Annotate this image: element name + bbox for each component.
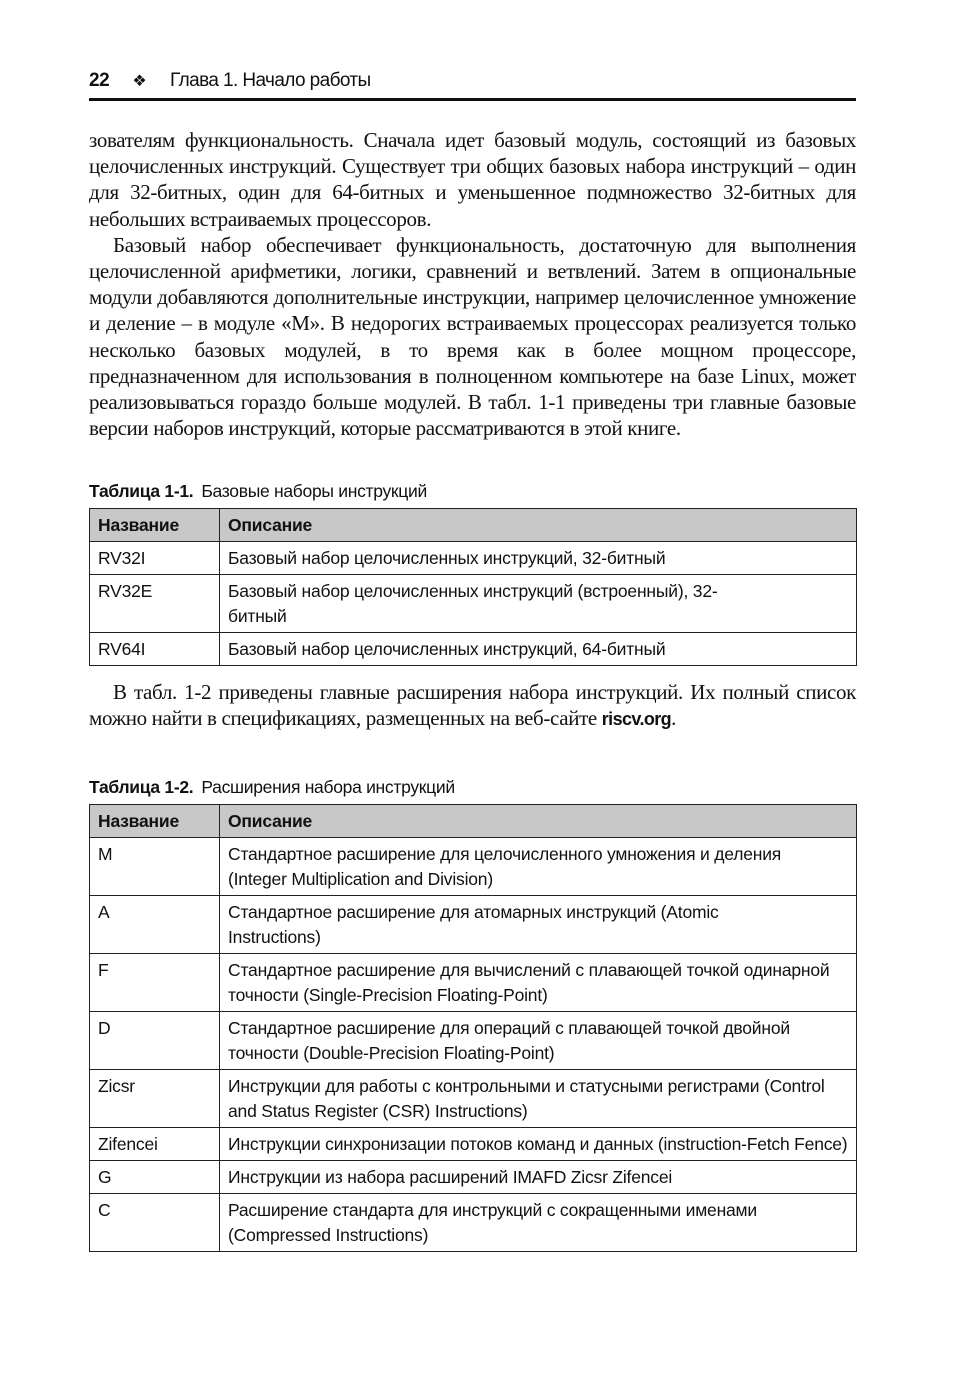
- cell-description: Стандартное расширение для вычислений с плавающей точкой одинарной точности (Single-Precision Floating-Point): [220, 954, 857, 1012]
- cell-description: Инструкции из набора расширений IMAFD Zicsr Zifencei: [220, 1161, 857, 1194]
- paragraph-3-end: .: [671, 706, 676, 731]
- cell-description: Стандартное расширение для целочисленного умножения и деления (Integer Multiplication and Division): [220, 838, 857, 896]
- cell-description: Стандартное расширение для операций с плавающей точкой двойной точности (Double-Precision Floating-Point): [220, 1012, 857, 1070]
- paragraph-3: [89, 679, 856, 732]
- table1-caption: [89, 481, 427, 502]
- table-row: [90, 954, 857, 1012]
- cell-name: A: [90, 896, 220, 954]
- cell-name: D: [90, 1012, 220, 1070]
- body-text-top: [89, 127, 856, 441]
- cell-name: G: [90, 1161, 220, 1194]
- ornament-icon: ❖: [132, 73, 147, 90]
- column-header-description: Описание: [220, 805, 857, 838]
- cell-description: Стандартное расширение для атомарных инструкций (Atomic Instructions): [220, 896, 857, 954]
- table-instruction-extensions: [89, 804, 857, 1252]
- table-row: [90, 838, 857, 896]
- cell-description: [220, 575, 857, 633]
- table-row: [90, 542, 857, 575]
- column-header-name: Название: [90, 805, 220, 838]
- table2-caption: [89, 777, 455, 798]
- cell-description: Расширение стандарта для инструкций с сокращенными именами (Compressed Instructions): [220, 1194, 857, 1252]
- cell-description: Базовый набор целочисленных инструкций, 64-битный: [220, 633, 857, 666]
- column-header-description: Описание: [220, 509, 857, 542]
- running-head: [89, 70, 856, 101]
- table-base-instruction-sets: [89, 508, 857, 666]
- cell-name: Zifencei: [90, 1128, 220, 1161]
- table2-caption-label: Таблица 1-2.: [89, 777, 194, 797]
- paragraph-3-text: В табл. 1-2 приведены главные расширения набора инструкций. Их полный список можно найти в спецификациях, размещенных на веб-сайте: [89, 680, 856, 731]
- paragraph-1: зователям функциональность. Сначала идет базовый модуль, состоящий из базовых целочисленных инструкций. Существует три общих базовых набора инструкций – один для 32-битных, один для 64-битных и уменьшенное подмножество 32-битных для небольших встраиваемых процессоров.: [89, 128, 856, 231]
- table-header-row: [90, 805, 857, 838]
- column-header-name: Название: [90, 509, 220, 542]
- table1-caption-text: Базовые наборы инструкций: [201, 481, 427, 501]
- table-row: [90, 896, 857, 954]
- table-row: [90, 1161, 857, 1194]
- table1-caption-label: Таблица 1-1.: [89, 481, 194, 501]
- cell-name: RV32E: [90, 575, 220, 633]
- cell-name: F: [90, 954, 220, 1012]
- cell-name: RV64I: [90, 633, 220, 666]
- cell-description: Базовый набор целочисленных инструкций, 32-битный: [220, 542, 857, 575]
- table-row: [90, 633, 857, 666]
- page-number: 22: [89, 70, 110, 91]
- cell-name: M: [90, 838, 220, 896]
- riscv-link[interactable]: riscv.org: [601, 709, 672, 730]
- table2-caption-text: Расширения набора инструкций: [201, 777, 455, 797]
- table-row: [90, 1070, 857, 1128]
- cell-description-text: Базовый набор целочисленных инструкций (встроенный), 32-битный: [228, 581, 718, 626]
- table-row: [90, 1128, 857, 1161]
- cell-name: Zicsr: [90, 1070, 220, 1128]
- table-header-row: [90, 509, 857, 542]
- cell-name: C: [90, 1194, 220, 1252]
- paragraph-2: Базовый набор обеспечивает функциональность, достаточную для выполнения целочисленной арифметики, логики, сравнений и ветвлений. Затем в опциональные модули добавляются дополнительные инструкции, например целочисленное умножение и деление – в модуле «M». В недорогих встраиваемых процессорах реализуется только несколько базовых модулей, в то время как в более мощном процессоре, предназначенном для использования в полноценном компьютере на базе Linux, может реализовываться гораздо больше модулей. В табл. 1-1 приведены три главные базовые версии наборов инструкций, которые рассматриваются в этой книге.: [89, 232, 856, 441]
- cell-description: Инструкции для работы с контрольными и статусными регистрами (Control and Status Register (CSR) Instructions): [220, 1070, 857, 1128]
- table-row: [90, 1194, 857, 1252]
- chapter-title: Глава 1. Начало работы: [170, 70, 371, 91]
- table-row: [90, 575, 857, 633]
- body-text-middle: [89, 679, 856, 732]
- cell-name: RV32I: [90, 542, 220, 575]
- table-row: [90, 1012, 857, 1070]
- cell-description: Инструкции синхронизации потоков команд и данных (instruction-Fetch Fence): [220, 1128, 857, 1161]
